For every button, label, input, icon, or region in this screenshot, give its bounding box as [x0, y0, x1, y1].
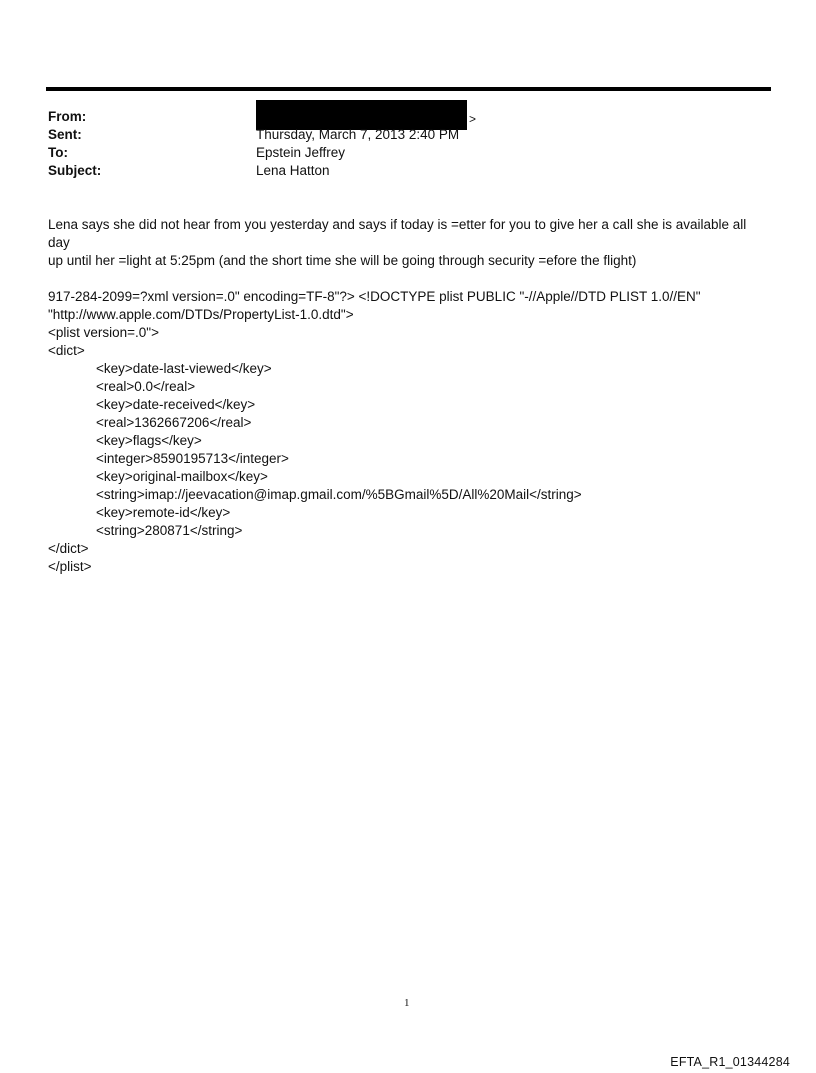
email-body [48, 216, 768, 576]
paragraph-gap [48, 270, 768, 288]
sent-value: Thursday, March 7, 2013 2:40 PM [256, 127, 460, 142]
code-line: 917-284-2099=?xml version=.0" encoding=TF-8"?> <!DOCTYPE plist PUBLIC "-//Apple//DTD PLIST 1.0//EN" [48, 289, 701, 304]
page-number: 1 [404, 997, 410, 1009]
from-label: From: [48, 109, 87, 124]
document-id: EFTA_R1_01344284 [670, 1055, 790, 1069]
code-line: <string>280871</string> [96, 523, 243, 538]
code-line: <key>flags</key> [96, 433, 202, 448]
code-line: <key>date-received</key> [96, 397, 256, 412]
code-line: <string>imap://jeevacation@imap.gmail.com/%5BGmail%5D/All%20Mail</string> [96, 487, 582, 502]
code-line: <dict> [48, 343, 85, 358]
header-rule [46, 87, 771, 91]
subject-label: Subject: [48, 163, 102, 178]
code-line: <integer>8590195713</integer> [96, 451, 289, 466]
to-row [48, 144, 768, 162]
to-label: To: [48, 145, 68, 160]
code-line: <real>1362667206</real> [96, 415, 252, 430]
sent-row [48, 126, 768, 144]
email-header [48, 108, 768, 180]
from-row [48, 108, 768, 126]
sent-label: Sent: [48, 127, 82, 142]
code-line: <key>date-last-viewed</key> [96, 361, 272, 376]
from-value-tail: > [469, 112, 477, 126]
code-line: <key>original-mailbox</key> [96, 469, 268, 484]
to-value: Epstein Jeffrey [256, 145, 346, 160]
code-line: <plist version=.0"> [48, 325, 159, 340]
code-line: <real>0.0</real> [96, 379, 196, 394]
subject-row [48, 162, 768, 180]
code-line: <key>remote-id</key> [96, 505, 231, 520]
code-line: "http://www.apple.com/DTDs/PropertyList-1.0.dtd"> [48, 307, 354, 322]
code-line: </plist> [48, 559, 92, 574]
code-line: </dict> [48, 541, 89, 556]
body-paragraph-line: Lena says she did not hear from you yesterday and says if today is =etter for you to give her a call she is available all day [48, 217, 747, 250]
body-paragraph-line: up until her =light at 5:25pm (and the short time she will be going through security =efore the flight) [48, 253, 637, 268]
subject-value: Lena Hatton [256, 163, 330, 178]
